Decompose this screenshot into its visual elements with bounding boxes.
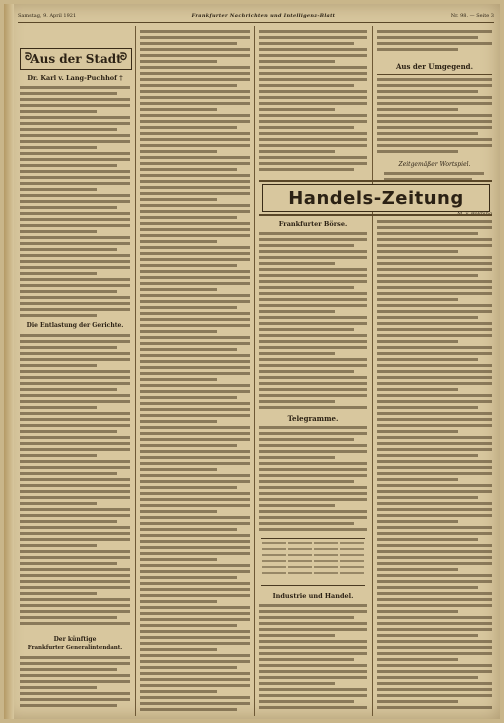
article-body [259,604,367,714]
column-rule [372,26,373,716]
article-heading: Dr. Karl v. Lang-Puchhof † [27,74,123,82]
divider [259,214,492,216]
article-body [259,232,367,412]
divider [377,74,492,75]
trade-section-title: Handels-Zeitung [288,187,464,209]
running-head-masthead: Frankfurter Nachrichten und Intelligenz-Blatt [191,13,336,19]
running-head-date: Samstag, 9. April 1921 [18,13,77,19]
article-body-column-2 [140,30,250,714]
section-title-region: Aus der Umgegend. [396,62,473,71]
ornament-icon: ᘐ [119,52,127,63]
article-body-column-4-top [377,30,492,58]
article-heading: Der künftige [53,636,97,643]
running-head-page-number: Nr. 98. — Seite 3 [450,13,494,19]
price-table [261,538,365,586]
article-body [377,78,492,156]
article-body-column-3 [259,30,367,178]
divider [259,180,492,182]
trade-section-banner [262,184,490,212]
column-rule [254,26,255,716]
poem-title: Zeitgemäßer Wortspiel. [398,161,471,168]
running-head [18,10,494,23]
article-heading: Industrie und Handel. [272,592,354,600]
section-title: Aus der Stadt [30,52,122,66]
article-body [20,86,130,318]
article-body [20,656,130,714]
article-heading: Frankfurter Börse. [278,220,348,228]
page-binding-edge [4,4,14,719]
newspaper-page [4,4,500,719]
section-banner-city [20,48,132,70]
article-body [20,334,130,630]
article-body-column-4 [377,220,492,714]
article-heading: Die Entlastung der Gerichte. [26,322,124,329]
article-body [259,426,367,534]
article-heading: Telegramme. [287,414,339,423]
column-rule [135,26,136,716]
ornament-icon: ᘐ [25,52,33,63]
article-subheading: Frankfurter Generalintendant. [27,645,123,651]
